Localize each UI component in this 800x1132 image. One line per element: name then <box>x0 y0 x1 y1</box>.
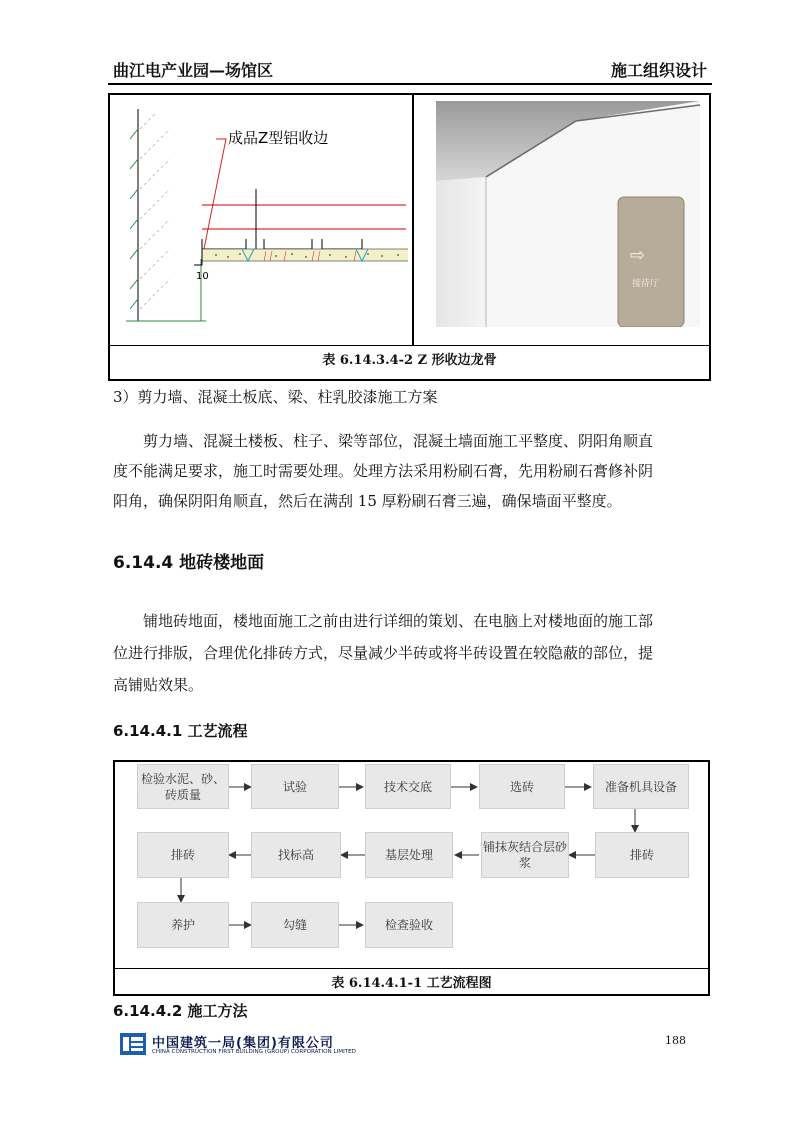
z-edge-photo <box>436 101 700 327</box>
flow-step-inspect-materials: 检验水泥、砂、砖质量 <box>137 764 229 809</box>
paragraph-line: 铺地砖地面，楼地面施工之前由进行详细的策划、在电脑上对楼地面的施工部 <box>143 612 654 630</box>
flow-step-bonding-mortar: 铺抹灰结合层砂浆 <box>481 832 569 878</box>
section-heading-6-14-4-1: 6.14.4.1 工艺流程 <box>113 722 248 740</box>
flow-step-tile-layout: 排砖 <box>595 832 689 878</box>
paragraph-wall-treatment <box>113 426 707 456</box>
header-project-name: 曲江电产业园—场馆区 <box>113 61 274 80</box>
flow-step-select-tiles: 选砖 <box>479 764 565 809</box>
flow-step-prepare-equipment: 准备机具设备 <box>593 764 689 809</box>
flow-step-pointing: 勾缝 <box>251 902 339 948</box>
header-rule <box>108 83 712 85</box>
flow-step-base-treatment: 基层处理 <box>365 832 453 878</box>
table2-caption-rule <box>115 968 708 969</box>
paragraph-line: 高铺贴效果。 <box>113 676 204 694</box>
paragraph-line: 度不能满足要求，施工时需要处理。处理方法采用粉刷石膏，先用粉刷石膏修补阴 <box>113 462 654 480</box>
table2-caption: 表 6.14.4.1-1 工艺流程图 <box>331 976 492 991</box>
flow-step-inspection-acceptance: 检查验收 <box>365 902 453 948</box>
paragraph-line: 阳角，确保阴阳角顺直，然后在满刮 15 厚粉刷石膏三遍，确保墙面平整度。 <box>113 492 622 510</box>
company-logo-icon <box>120 1033 146 1055</box>
footer-company-name-en: CHINA CONSTRUCTION FIRST BUILDING (GROUP) CORPORATION LIMITED <box>152 1049 356 1055</box>
flow-step-technical-briefing: 技术交底 <box>365 764 451 809</box>
z-edge-label: 成品Z型铝收边 <box>228 129 329 147</box>
page-number: 188 <box>665 1034 686 1047</box>
flow-step-lay-tiles: 排砖 <box>137 832 229 878</box>
paragraph-line: 剪力墙、混凝土楼板、柱子、梁等部位，混凝土墙面施工平整度、阴阳角顺直 <box>143 432 654 450</box>
flow-step-find-elevation: 找标高 <box>251 832 341 878</box>
paragraph-line: 位进行排版，合理优化排砖方式，尽量减少半砖或将半砖设置在较隐蔽的部位，提 <box>113 644 654 662</box>
process-flow-table <box>113 760 710 996</box>
dimension-label: 10 <box>196 271 209 282</box>
figure-table-z-edge <box>108 93 711 381</box>
item-3: 3）剪力墙、混凝土板底、梁、柱乳胶漆施工方案 <box>113 388 438 406</box>
sign-text: 接待厅 <box>632 279 660 289</box>
table1-column-divider <box>412 95 414 345</box>
table1-caption: 表 6.14.3.4-2 Z 形收边龙骨 <box>322 353 497 368</box>
footer-company-name: 中国建筑一局(集团)有限公司 <box>152 1036 334 1051</box>
flow-step-test: 试验 <box>251 764 339 809</box>
section-heading-6-14-4-2: 6.14.4.2 施工方法 <box>113 1002 248 1020</box>
header-doc-title: 施工组织设计 <box>610 61 707 80</box>
z-edge-drawing <box>116 99 408 341</box>
flow-step-curing: 养护 <box>137 902 229 948</box>
page-header <box>113 58 707 84</box>
table1-caption-rule <box>110 345 709 346</box>
arrow-icon: ⇨ <box>630 245 646 266</box>
section-heading-6-14-4: 6.14.4 地砖楼地面 <box>113 553 265 573</box>
